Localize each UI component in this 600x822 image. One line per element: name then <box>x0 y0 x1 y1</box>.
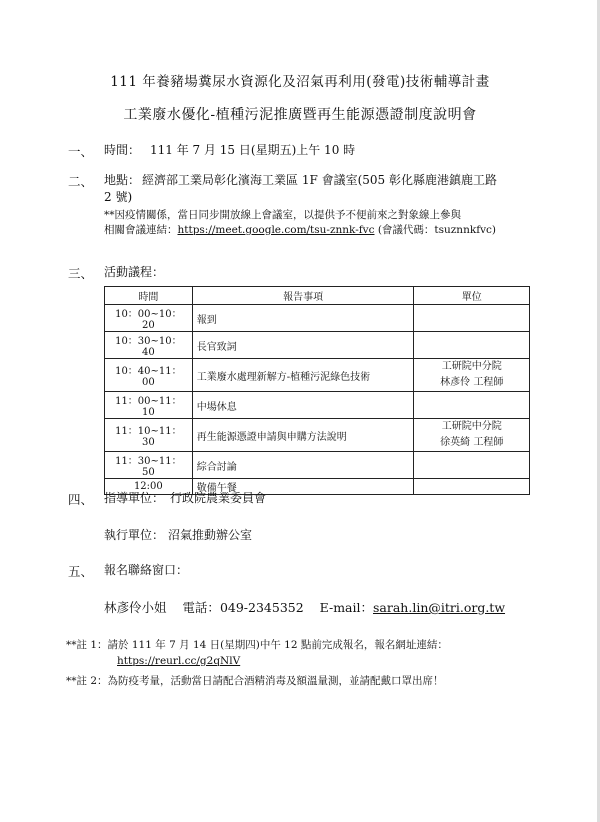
row-item: 綜合討論 <box>192 452 414 479</box>
agenda-label: 活動議程： <box>104 265 165 279</box>
row-unit <box>414 479 530 495</box>
row-unit <box>414 452 530 479</box>
document-subtitle: 工業廢水優化-植種污泥推廣暨再生能源憑證制度說明會 <box>123 107 477 123</box>
contact-person: 林彥伶小姐 <box>104 600 167 615</box>
header-time: 時間 <box>105 287 193 305</box>
row-item: 再生能源憑證申請與申購方法說明 <box>192 419 414 452</box>
row-unit <box>414 359 530 392</box>
email-label: E-mail： <box>319 600 373 615</box>
phone-label: 電話： <box>182 600 220 615</box>
table-row <box>105 359 530 392</box>
header-item: 報告事項 <box>192 287 414 305</box>
section-4-number: 四、 <box>68 492 94 507</box>
unit-speaker: 林彥伶 工程師 <box>440 377 504 388</box>
note-2-text: 為防疫考量，活動當日請配合酒精消毒及額溫量測，並請配戴口罩出席！ <box>107 675 444 687</box>
table-row <box>105 305 530 332</box>
row-unit <box>414 419 530 452</box>
phone-number: 049-2345352 <box>219 600 304 615</box>
row-unit <box>414 392 530 419</box>
note-1-prefix: **註 1： <box>66 639 108 651</box>
header-unit: 單位 <box>414 287 530 305</box>
meeting-link[interactable]: https://meet.google.com/tsu-znnk-fvc <box>177 224 375 236</box>
row-time: 11：10~11：30 <box>105 419 193 452</box>
row-item: 工業廢水處理新解方-植種污泥綠色技術 <box>192 359 414 392</box>
note-2 <box>66 673 444 688</box>
table-row <box>105 332 530 359</box>
note-1 <box>66 637 448 652</box>
document-title: 111 年養豬場糞尿水資源化及沼氣再利用(發電)技術輔導計畫 <box>110 74 490 90</box>
row-unit <box>414 305 530 332</box>
note-2-prefix: **註 2： <box>66 675 108 687</box>
contact-label: 報名聯絡窗口： <box>104 563 189 577</box>
row-time: 11：00~11：10 <box>105 392 193 419</box>
registration-link[interactable]: https://reurl.cc/g2qNlV <box>117 655 241 667</box>
unit-speaker: 徐英綺 工程師 <box>440 437 504 448</box>
meeting-link-prefix: 相關會議連結： <box>104 224 178 236</box>
exec-label: 執行單位： <box>104 528 165 542</box>
table-row <box>105 452 530 479</box>
section-3-number: 三、 <box>68 266 94 281</box>
row-time: 11：30~11：50 <box>105 452 193 479</box>
table-row <box>105 392 530 419</box>
contact-line <box>104 598 505 616</box>
meeting-code: (會議代碼：tsuznnkfvc) <box>377 224 496 236</box>
time-label: 時間： <box>104 143 141 157</box>
row-item: 長官致詞 <box>192 332 414 359</box>
row-time: 12:00 <box>105 479 193 495</box>
row-unit <box>414 332 530 359</box>
place-value-line1: 經濟部工業局彰化濱海工業區 1F 會議室(505 彰化縣鹿港鎮鹿工路 <box>142 173 497 187</box>
row-time: 10：40~11：00 <box>105 359 193 392</box>
row-item: 中場休息 <box>192 392 414 419</box>
place-value-line2: 2 號) <box>104 190 133 204</box>
row-time: 10：00~10：20 <box>105 305 193 332</box>
guide-label: 指導單位： <box>104 491 165 505</box>
meeting-link-line <box>104 222 496 237</box>
place-label: 地點： <box>104 173 141 187</box>
section-2-number: 二、 <box>68 174 94 189</box>
exec-value: 沼氣推動辦公室 <box>168 528 253 542</box>
row-item: 敬備午餐 <box>192 479 414 495</box>
table-header-row <box>105 287 530 305</box>
row-time: 10：30~10：40 <box>105 332 193 359</box>
section-5-number: 五、 <box>68 564 94 579</box>
guide-value: 行政院農業委員會 <box>170 491 267 505</box>
row-item: 報到 <box>192 305 414 332</box>
online-note: **因疫情關係，當日同步開放線上會議室，以提供予不便前來之對象線上參與 <box>104 209 461 221</box>
table-row <box>105 479 530 495</box>
unit-org: 工研院中分院 <box>441 421 502 432</box>
time-value: 111 年 7 月 15 日(星期五)上午 10 時 <box>150 143 356 157</box>
agenda-table <box>104 286 530 495</box>
note-1-text: 請於 111 年 7 月 14 日(星期四)中午 12 點前完成報名，報名網址連結： <box>107 639 448 651</box>
email-link[interactable]: sarah.lin@itri.org.tw <box>373 600 506 615</box>
table-row <box>105 419 530 452</box>
unit-org: 工研院中分院 <box>441 361 502 372</box>
section-1-number: 一、 <box>68 144 94 159</box>
